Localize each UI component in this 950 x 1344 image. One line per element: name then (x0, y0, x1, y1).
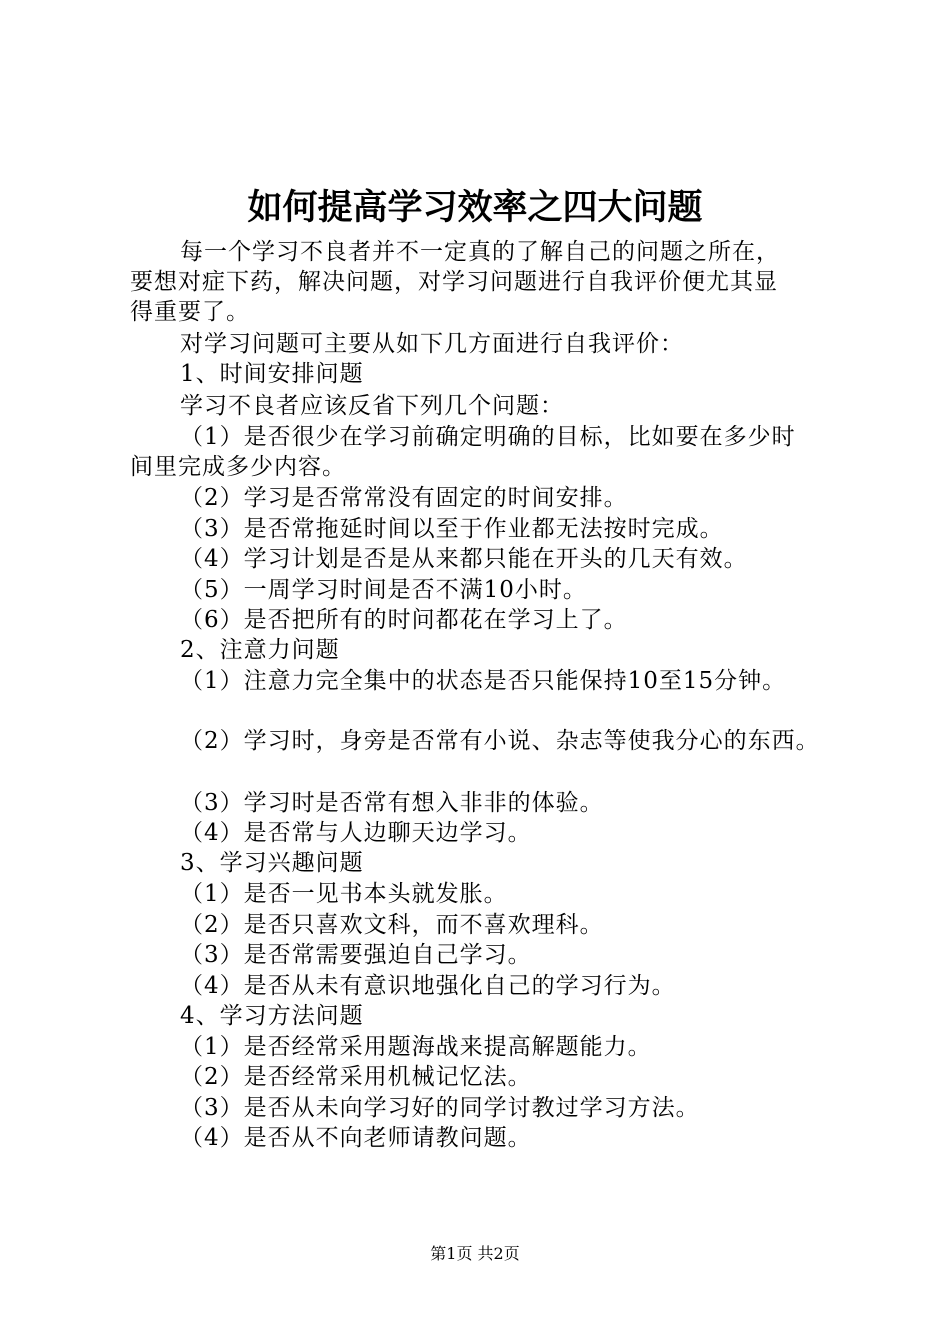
section-heading: 4、学习方法问题 (180, 1003, 364, 1029)
list-item: （3）是否从未向学习好的同学讨教过学习方法。 (180, 1095, 700, 1121)
list-item: （4）是否常与人边聊天边学习。 (180, 820, 532, 846)
document-title: 如何提高学习效率之四大问题 (247, 187, 703, 228)
list-item: （2）学习时，身旁是否常有小说、杂志等使我分心的东西。 (180, 728, 820, 754)
paragraph-line: 学习不良者应该反省下列几个问题： (180, 393, 564, 419)
paragraph-line: 要想对症下药，解决问题，对学习问题进行自我评价便尤其显 (130, 269, 778, 295)
list-item: （3）是否常拖延时间以至于作业都无法按时完成。 (180, 516, 724, 542)
list-item: （2）是否只喜欢文科，而不喜欢理科。 (180, 912, 604, 938)
paragraph-line: 对学习问题可主要从如下几方面进行自我评价： (180, 331, 684, 357)
page-footer: 第1页 共2页 (430, 1244, 520, 1263)
list-item: （1）是否一见书本头就发胀。 (180, 881, 508, 907)
list-item-continuation: 间里完成多少内容。 (130, 454, 346, 480)
list-item: （4）学习计划是否是从来都只能在开头的几天有效。 (180, 546, 748, 572)
section-heading: 2、注意力问题 (180, 637, 340, 663)
list-item: （1）注意力完全集中的状态是否只能保持10至15分钟。 (180, 668, 787, 694)
list-item: （3）是否常需要强迫自己学习。 (180, 942, 532, 968)
section-heading: 3、学习兴趣问题 (180, 850, 364, 876)
paragraph-line: 每一个学习不良者并不一定真的了解自己的问题之所在， (180, 239, 780, 265)
list-item: （6）是否把所有的时问都花在学习上了。 (180, 607, 628, 633)
list-item: （3）学习时是否常有想入非非的体验。 (180, 790, 604, 816)
list-item: （5）一周学习时间是否不满10小时。 (180, 577, 587, 603)
list-item: （1）是否经常采用题海战来提高解题能力。 (180, 1034, 652, 1060)
list-item: （2）是否经常采用机械记忆法。 (180, 1064, 532, 1090)
list-item: （2）学习是否常常没有固定的时间安排。 (180, 485, 628, 511)
paragraph-line: 得重要了。 (130, 299, 250, 325)
section-heading: 1、时间安排问题 (180, 361, 364, 387)
list-item: （4）是否从不向老师请教问题。 (180, 1125, 532, 1151)
list-item: （1）是否很少在学习前确定明确的目标，比如要在多少时 (180, 424, 796, 450)
list-item: （4）是否从未有意识地强化自己的学习行为。 (180, 973, 676, 999)
